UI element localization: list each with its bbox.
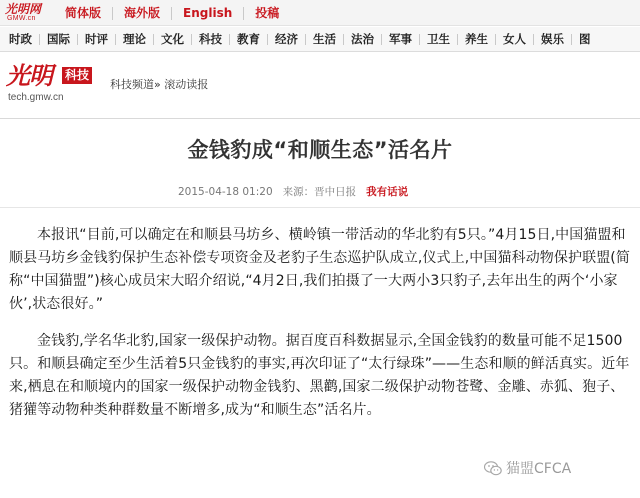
top-nav-overseas[interactable]: 海外版 <box>124 6 161 20</box>
header-divider <box>0 118 640 119</box>
logo-en: GMW.cn <box>7 15 36 22</box>
category-entertainment[interactable]: 娱乐 <box>541 32 564 46</box>
article-source: 来源：晋中日报 <box>282 186 357 198</box>
category-politics[interactable]: 时政 <box>9 32 32 46</box>
channel-header <box>0 52 640 118</box>
category-education[interactable]: 教育 <box>237 32 260 46</box>
article-paragraph: 本报讯“目前,可以确定在和顺县马坊乡、横岭镇一带活动的华北豹有5只。”4月15日,中国猫盟和顺县马坊乡金钱豹保护生态补偿专项资金及老豹子生态巡护队成立,仪式上,中国猫科动物保护联盟(简称“中国猫盟”)核心成员宋大昭介绍说,“4月2日,我们拍摄了一大两小3只豹子,去年出生的两个‘小家伙’,状态很好。” <box>9 227 630 312</box>
top-nav-submit[interactable]: 投稿 <box>255 6 280 20</box>
top-nav <box>54 0 290 26</box>
category-life[interactable]: 生活 <box>313 32 336 46</box>
section-tag: 科技 <box>62 67 92 84</box>
top-bar <box>0 0 640 26</box>
gmw-tech-logo[interactable] <box>6 62 106 110</box>
article-date: 2015-04-18 01:20 <box>178 186 273 198</box>
brand-name: 光明 <box>6 61 52 90</box>
category-wellness[interactable]: 养生 <box>465 32 488 46</box>
category-pictures[interactable]: 图 <box>579 32 591 46</box>
top-nav-simplified[interactable]: 简体版 <box>65 6 102 20</box>
category-international[interactable]: 国际 <box>47 32 70 46</box>
logo-cn: 光明网 <box>5 2 42 16</box>
brand-url: tech.gmw.cn <box>8 92 64 103</box>
category-women[interactable]: 女人 <box>503 32 526 46</box>
wechat-watermark <box>484 459 571 477</box>
article-body <box>9 224 631 436</box>
comment-link[interactable]: 我有话说 <box>366 186 409 198</box>
gmw-small-logo[interactable] <box>5 3 49 23</box>
category-economy[interactable]: 经济 <box>275 32 298 46</box>
meta-divider <box>0 207 640 208</box>
category-commentary[interactable]: 时评 <box>85 32 108 46</box>
article-paragraph: 金钱豹,学名华北豹,国家一级保护动物。据百度百科数据显示,全国金钱豹的数量可能不足1500只。和顺县确定至少生活着5只金钱豹的事实,再次印证了“太行绿珠”——生态和顺的鲜活真实。近年来,栖息在和顺境内的国家一级保护动物金钱豹、黑鹳,国家二级保护动物苍鹭、金雕、赤狐、狍子、猪獾等动物种类种群数量不断增多,成为“和顺生态”活名片。 <box>9 333 630 418</box>
category-bar <box>0 27 640 52</box>
wechat-icon <box>484 461 502 476</box>
breadcrumb <box>110 78 208 92</box>
top-nav-english[interactable]: English <box>183 6 233 20</box>
article-title: 金钱豹成“和顺生态”活名片 <box>187 138 453 162</box>
category-culture[interactable]: 文化 <box>161 32 184 46</box>
category-theory[interactable]: 理论 <box>123 32 146 46</box>
category-health[interactable]: 卫生 <box>427 32 450 46</box>
category-military[interactable]: 军事 <box>389 32 412 46</box>
category-technology[interactable]: 科技 <box>199 32 222 46</box>
breadcrumb-current[interactable]: 滚动读报 <box>164 78 209 91</box>
category-law[interactable]: 法治 <box>351 32 374 46</box>
breadcrumb-channel[interactable]: 科技频道» <box>110 78 161 91</box>
article-meta <box>178 186 408 199</box>
watermark-text: 猫盟CFCA <box>506 461 572 477</box>
